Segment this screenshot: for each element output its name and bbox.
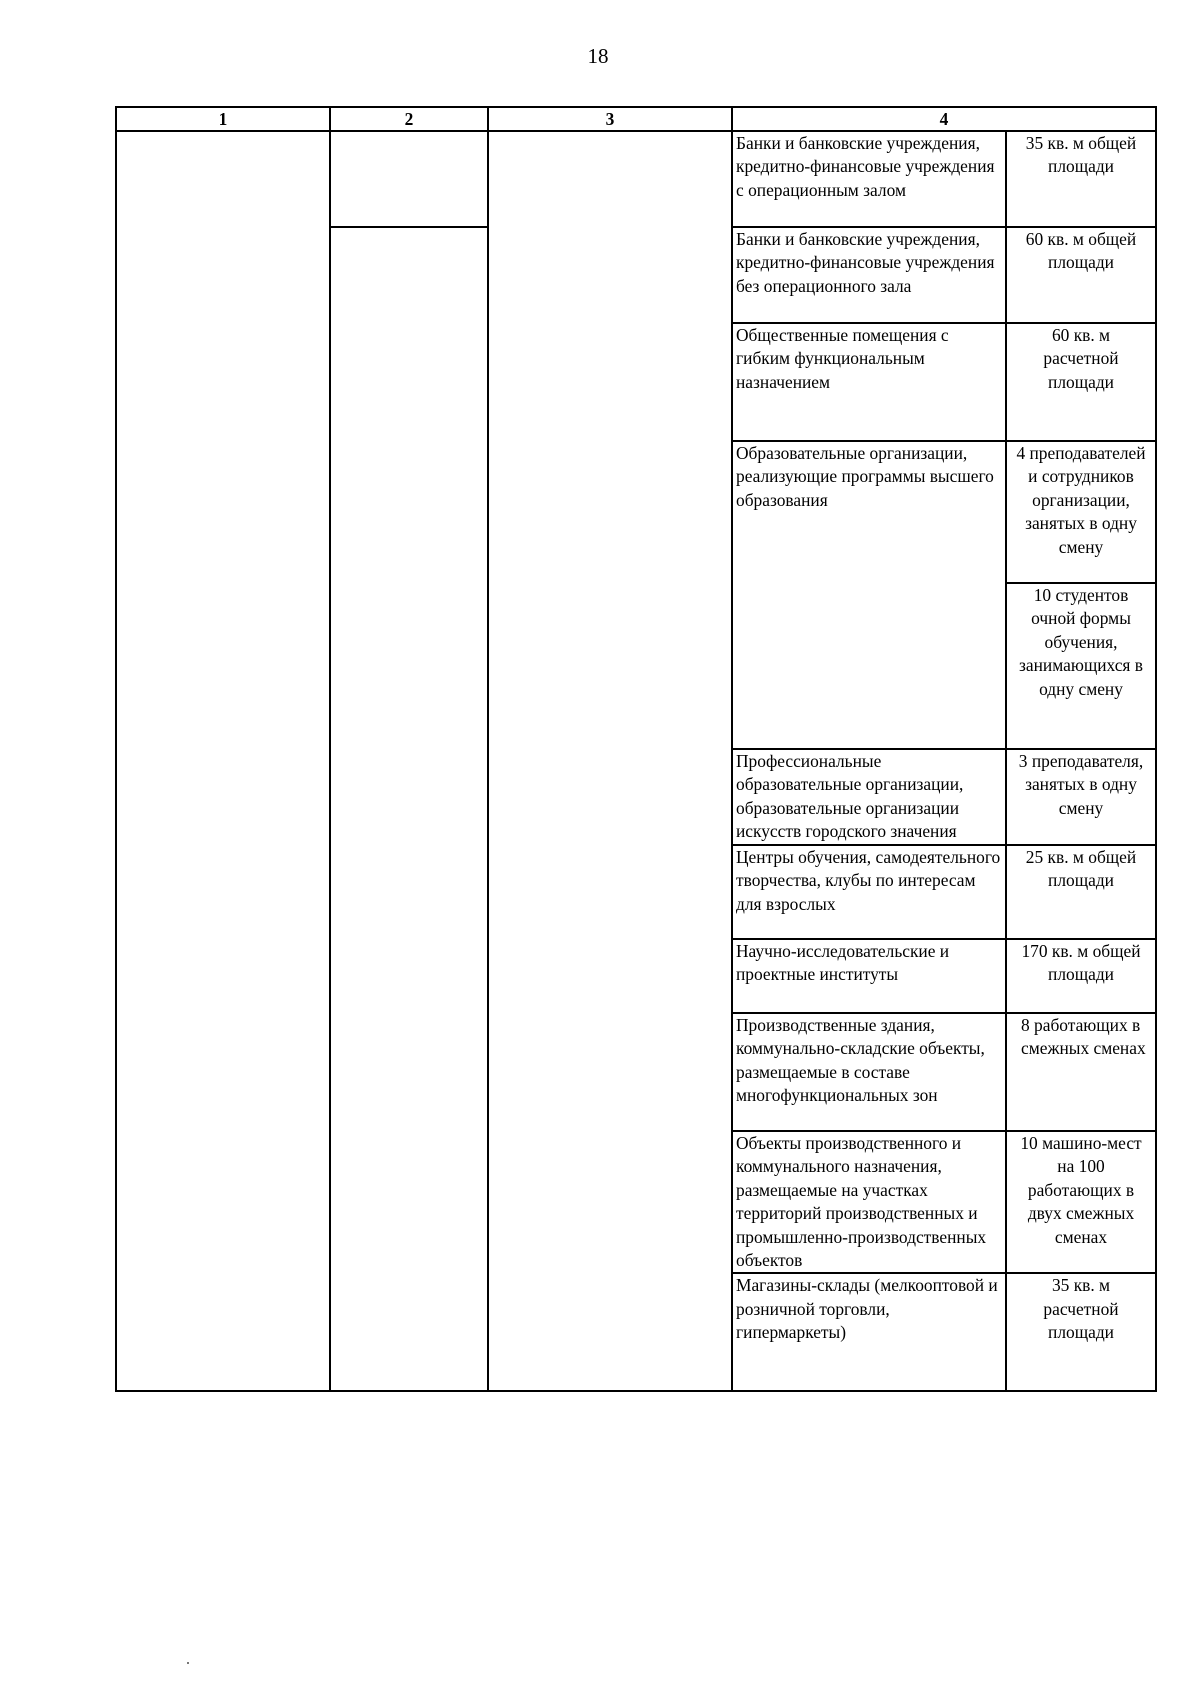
norm-value: 60 кв. м общей площади (1006, 227, 1156, 323)
header-col-1: 1 (116, 107, 330, 131)
facility-name: Объекты производственного и коммунального назначения, размещаемые на участках территорий производственных и промышленно-производственных объектов (732, 1131, 1006, 1273)
col-3-cell (488, 227, 732, 1391)
facility-name: Общественные помещения с гибким функциональным назначением (732, 323, 1006, 441)
header-col-4: 4 (732, 107, 1156, 131)
page-number: 18 (587, 44, 609, 68)
col-2-cell (330, 227, 488, 1391)
table-row (116, 131, 1156, 227)
scan-speck (187, 1662, 189, 1664)
facility-name: Профессиональные образовательные организации, образовательные организации искусств городского значения (732, 749, 1006, 845)
col-3-cell (488, 131, 732, 227)
norm-value: 8 работающих в смежных сменах (1006, 1013, 1156, 1131)
facility-name: Банки и банковские учреждения, кредитно-финансовые учреждения с операционным залом (732, 131, 1006, 227)
header-col-2: 2 (330, 107, 488, 131)
norm-value: 60 кв. м расчетной площади (1006, 323, 1156, 441)
norm-value-2: 10 студентов очной формы обучения, занимающихся в одну смену (1006, 583, 1156, 749)
norm-value: 35 кв. м расчетной площади (1006, 1273, 1156, 1391)
facility-name: Образовательные организации, реализующие программы высшего образования (732, 441, 1006, 749)
col-2-cell (330, 131, 488, 227)
norm-value: 35 кв. м общей площади (1006, 131, 1156, 227)
header-row (116, 107, 1156, 131)
col-1-cell (116, 131, 330, 1391)
norm-value: 10 машино-мест на 100 работающих в двух смежных сменах (1006, 1131, 1156, 1273)
norm-value: 170 кв. м общей площади (1006, 939, 1156, 1013)
norm-value: 3 преподавателя, занятых в одну смену (1006, 749, 1156, 845)
facility-name: Производственные здания, коммунально-складские объекты, размещаемые в составе многофункциональных зон (732, 1013, 1006, 1131)
norm-value: 25 кв. м общей площади (1006, 845, 1156, 939)
facility-name: Научно-исследовательские и проектные институты (732, 939, 1006, 1013)
facility-name: Центры обучения, самодеятельного творчества, клубы по интересам для взрослых (732, 845, 1006, 939)
header-col-3: 3 (488, 107, 732, 131)
norm-value: 4 преподавателей и сотрудников организации, занятых в одну смену (1006, 441, 1156, 583)
norms-table (115, 106, 1157, 1392)
facility-name: Магазины-склады (мелкооптовой и розничной торговли, гипермаркеты) (732, 1273, 1006, 1391)
facility-name: Банки и банковские учреждения, кредитно-финансовые учреждения без операционного зала (732, 227, 1006, 323)
